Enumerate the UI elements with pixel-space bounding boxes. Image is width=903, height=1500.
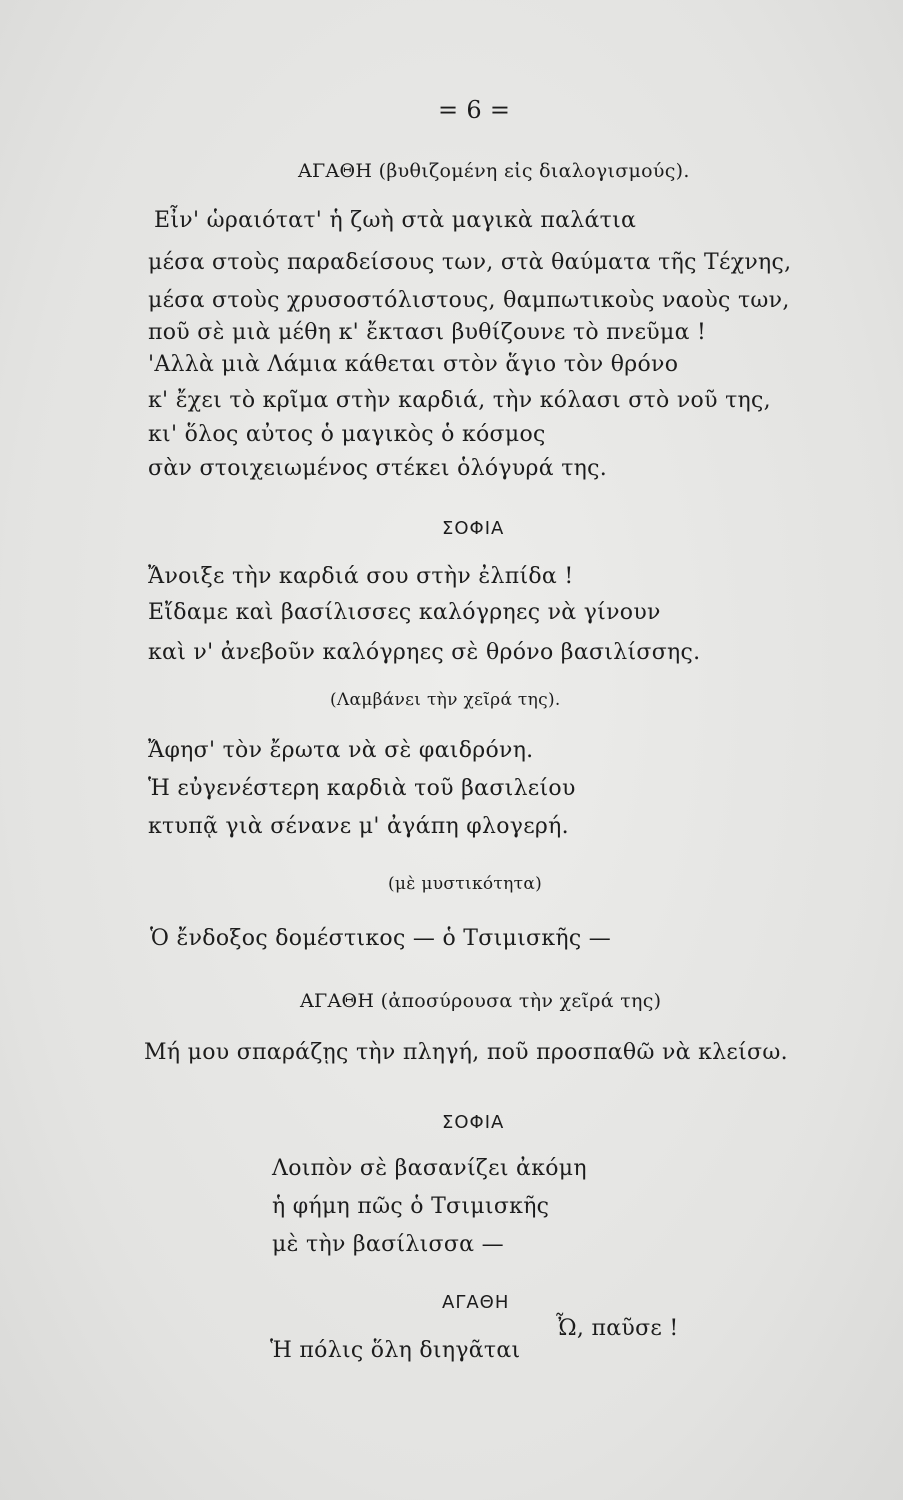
verse-line: ποῦ σὲ μιὰ μέθη κ' ἔκτασι βυθίζουνε τὸ πνεῦμα ! xyxy=(148,320,707,345)
verse-line: 'Αλλὰ μιὰ Λάμια κάθεται στὸν ἅγιο τὸν θρόνο xyxy=(148,352,679,377)
verse-line: Ἡ εὐγενέστερη καρδιὰ τοῦ βασιλείου xyxy=(148,776,576,801)
verse-line: μέσα στοὺς παραδείσους των, στὰ θαύματα τῆς Τέχνης, xyxy=(148,250,792,275)
speaker-sofia: ΣΟΦΙΑ xyxy=(442,518,505,539)
verse-line: καὶ ν' ἀνεβοῦν καλόγρηες σὲ θρόνο βασιλίσσης. xyxy=(148,640,701,665)
verse-line: Εἴδαμε καὶ βασίλισσες καλόγρηες νὰ γίνουν xyxy=(148,600,661,625)
verse-line: Μή μου σπαράζῃς τὴν πληγή, ποῦ προσπαθῶ νὰ κλείσω. xyxy=(144,1040,788,1065)
verse-line: Λοιπὸν σὲ βασανίζει ἀκόμη xyxy=(272,1156,587,1181)
verse-line: Εἶν' ὡραιότατ' ἡ ζωὴ στὰ μαγικὰ παλάτια xyxy=(154,208,637,233)
speaker-sofia: ΣΟΦΙΑ xyxy=(442,1112,505,1133)
speaker-direction-agathi: ΑΓΑΘΗ (βυθιζομένη εἰς διαλογισμούς). xyxy=(298,160,690,182)
verse-line: Ἡ πόλις ὅλη διηγᾶται xyxy=(270,1338,521,1363)
speaker-agathi: ΑΓΑΘΗ xyxy=(442,1292,510,1313)
stage-direction: (μὲ μυστικότητα) xyxy=(388,874,543,894)
page-number: = 6 = xyxy=(438,96,511,124)
verse-line: μέσα στοὺς χρυσοστόλιστους, θαμπωτικοὺς ναοὺς των, xyxy=(148,288,790,313)
verse-line: μὲ τὴν βασίλισσα — xyxy=(272,1232,504,1257)
verse-line: κτυπᾷ γιὰ σένανε μ' ἀγάπη φλογερή. xyxy=(148,814,569,839)
verse-line: Ὦ, παῦσε ! xyxy=(556,1316,679,1341)
verse-line: κι' ὅλος αὐτος ὁ μαγικὸς ὁ κόσμος xyxy=(148,422,546,447)
verse-line: Ἄνοιξε τὴν καρδιά σου στὴν ἐλπίδα ! xyxy=(148,564,574,589)
stage-direction: (Λαμβάνει τὴν χεῖρά της). xyxy=(330,690,561,710)
verse-line: Ἄφησ' τὸν ἔρωτα νὰ σὲ φαιδρόνη. xyxy=(148,738,534,763)
verse-line: σὰν στοιχειωμένος στέκει ὁλόγυρά της. xyxy=(148,456,608,481)
verse-line: κ' ἔχει τὸ κρῖμα στὴν καρδιά, τὴν κόλασι στὸ νοῦ της, xyxy=(148,388,771,413)
speaker-direction-agathi: ΑΓΑΘΗ (ἀποσύρουσα τὴν χεῖρά της) xyxy=(300,990,662,1012)
verse-line: Ὁ ἔνδοξος δομέστικος — ὁ Τσιμισκῆς — xyxy=(150,926,612,951)
verse-line: ἡ φήμη πῶς ὁ Τσιμισκῆς xyxy=(272,1194,550,1219)
